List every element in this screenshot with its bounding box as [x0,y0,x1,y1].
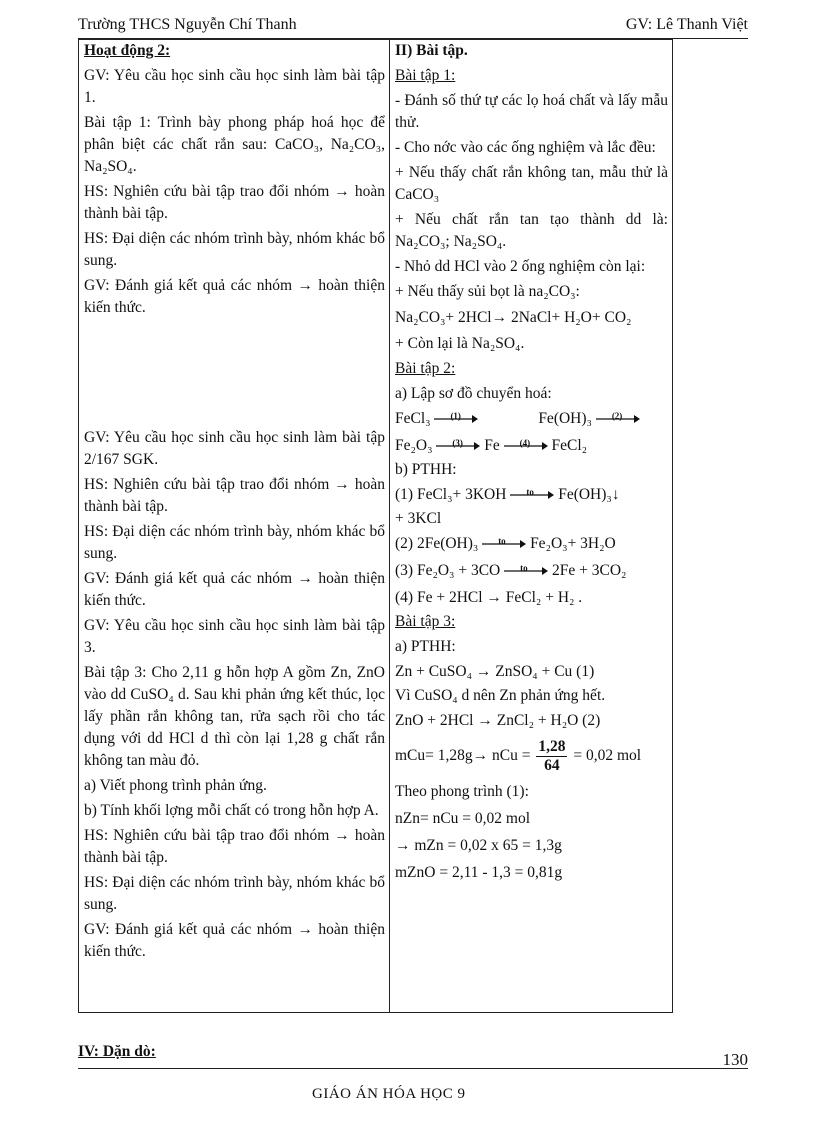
bt3-eq-1: Zn + CuSO₄ → ZnSO₄ + Cu (1) [395,663,595,680]
left-column [79,40,390,1013]
bt2-b: b) PTHH: [395,461,457,478]
bt2-eq-2 [395,530,668,557]
bt3-m-zn: → mZn = 0,02 x 65 = 1,3g [395,837,562,854]
bt1-line: - Cho nớc vào các ống nghiệm và lắc đều: [395,139,656,156]
left-item: a) Viết phong trình phản ứng. [84,777,267,794]
bt1-line: + Còn lại là Na₂SO₄. [395,335,525,352]
eq-lhs: (1) FeCl₃+ 3KOH [395,486,507,503]
bt1-line: - Đánh số thứ tự các lọ hoá chất và lấy mẫu thử. [395,92,668,131]
bt3-m-zno: mZnO = 2,11 - 1,3 = 0,81g [395,864,563,881]
lesson-table [78,39,673,1013]
bt2-chain-1 [395,405,668,432]
bt2-title: Bài tập 2: [395,360,456,377]
bt3-note: Vì CuSO₄ d nên Zn phản ứng hết. [395,687,606,704]
left-item: GV: Yêu cầu học sinh cầu học sinh làm bài tập 2/167 SGK. [84,429,385,468]
page-header [78,16,748,39]
bt3-theo: Theo phong trình (1): [395,783,529,800]
bt2-eq-4: (4) Fe + 2HCl → FeCl₂ + H₂ . [395,589,583,606]
left-item: GV: Đánh giá kết quả các nhóm → hoàn thiện kiến thức. [84,570,385,609]
spacer [84,319,385,427]
bt2-eq-1-cont: + 3KCl [395,510,442,527]
school-name: Trường THCS Nguyễn Chí Thanh [78,16,297,33]
left-item: b) Tính khối lợng mỗi chất có trong hỗn hợp A. [84,802,379,819]
reaction-arrow [596,412,640,426]
reaction-arrow [510,488,554,502]
chain-fe2o3: Fe₂O₃ [395,437,433,454]
section-title: II) Bài tập. [395,42,468,59]
reaction-arrow [504,439,548,453]
left-item: HS: Nghiên cứu bài tập trao đổi nhóm → hoàn thành bài tập. [84,183,385,222]
activity-title: Hoạt động 2: [84,42,171,59]
left-item: HS: Đại diện các nhóm trình bày, nhóm khác bổ sung. [84,874,385,913]
reaction-arrow [436,439,480,453]
bt1-line: + Nếu chất rắn tan tạo thành dd là: Na₂CO₃; Na₂SO₄. [395,211,668,250]
left-item: Bài tập 1: Trình bày phong pháp hoá học để phân biệt các chất rắn sau: CaCO₃, Na₂CO₃, Na₂SO₄. [84,114,385,175]
left-item: GV: Yêu cầu học sinh cầu học sinh làm bài tập 1. [84,67,385,106]
footer-title: GIÁO ÁN HÓA HỌC 9 [312,1086,466,1102]
right-column [390,40,673,1013]
eq-rhs: Fe₂O₃+ 3H₂O [530,535,616,552]
eq-rhs: Fe(OH)₃↓ [558,486,620,503]
bt1-line: + Nếu thấy chất rắn không tan, mẫu thử là CaCO₃ [395,164,668,203]
bt3-n-zn: nZn= nCu = 0,02 mol [395,810,531,827]
mass-cu-rhs: = 0,02 mol [573,747,642,764]
chain-fecl2: FeCl₂ [551,437,588,454]
footer-rule [78,1068,748,1069]
arrow-label: (3) [452,438,463,449]
arrow-label: to [498,536,506,547]
fraction-denominator: 64 [544,756,560,774]
mass-cu-lhs: mCu= 1,28g→ nCu = [395,747,531,764]
left-item: GV: Đánh giá kết quả các nhóm → hoàn thiện kiến thức. [84,277,385,316]
bt3-a: a) PTHH: [395,638,456,655]
bt2-eq-3 [395,557,668,584]
bt3-title: Bài tập 3: [395,613,456,630]
arrow-label: to [526,487,534,498]
bt1-line: + Nếu thấy sủi bọt là na₂CO₃: [395,283,580,300]
left-item: HS: Nghiên cứu bài tập trao đổi nhóm → hoàn thành bài tập. [84,827,385,866]
arrow-label: (2) [611,411,623,422]
chain-feoh3: Fe(OH)₃ [538,410,592,427]
left-item: HS: Đại diện các nhóm trình bày, nhóm khác bổ sung. [84,523,385,562]
teacher-name: GV: Lê Thanh Việt [625,16,748,33]
left-item: HS: Đại diện các nhóm trình bày, nhóm khác bổ sung. [84,230,385,269]
bt3-eq-2: ZnO + 2HCl → ZnCl₂ + H₂O (2) [395,712,601,729]
bt1-title: Bài tập 1: [395,67,456,84]
page-number: 130 [722,1050,748,1069]
left-item: GV: Đánh giá kết quả các nhóm → hoàn thiện kiến thức. [84,921,385,960]
left-item: HS: Nghiên cứu bài tập trao đổi nhóm → hoàn thành bài tập. [84,476,385,515]
eq-lhs: (3) Fe₂O₃ + 3CO [395,562,501,579]
bt3-mass-cu [395,734,668,778]
chain-fecl3: FeCl₃ [395,410,431,427]
left-item: GV: Yêu cầu học sinh cầu học sinh làm bài tập 3. [84,617,385,656]
bt2-a: a) Lập sơ đồ chuyển hoá: [395,385,552,402]
bt1-equation: Na₂CO₃+ 2HCl→ 2NaCl+ H₂O+ CO₂ [395,309,632,326]
arrow-label: to [520,563,528,574]
bt1-line: - Nhỏ dd HCl vào 2 ống nghiệm còn lại: [395,258,646,275]
arrow-label: (4) [519,438,531,449]
fraction-numerator: 1,28 [538,737,566,755]
reaction-arrow [482,537,526,551]
eq-lhs: (2) 2Fe(OH)₃ [395,535,479,552]
section-heading-dan-do: IV: Dặn dò: [78,1043,156,1060]
eq-rhs: 2Fe + 3CO₂ [551,562,627,579]
reaction-arrow [504,564,548,578]
bt2-eq-1 [395,481,668,508]
reaction-arrow [434,412,478,426]
arrow-label: (1) [450,411,461,422]
chain-fe: Fe [484,437,500,454]
bt2-chain-2 [395,432,668,459]
fraction [536,738,567,775]
left-item: Bài tập 3: Cho 2,11 g hỗn hợp A gồm Zn, ZnO vào dd CuSO₄ d. Sau khi phản ứng kết thúc, lọc lấy phần rắn không tan, rửa sạch rồi cho tác dụng với dd HCl d thì còn lại 1,28 g chất rắn không tan màu đỏ. [84,664,385,769]
